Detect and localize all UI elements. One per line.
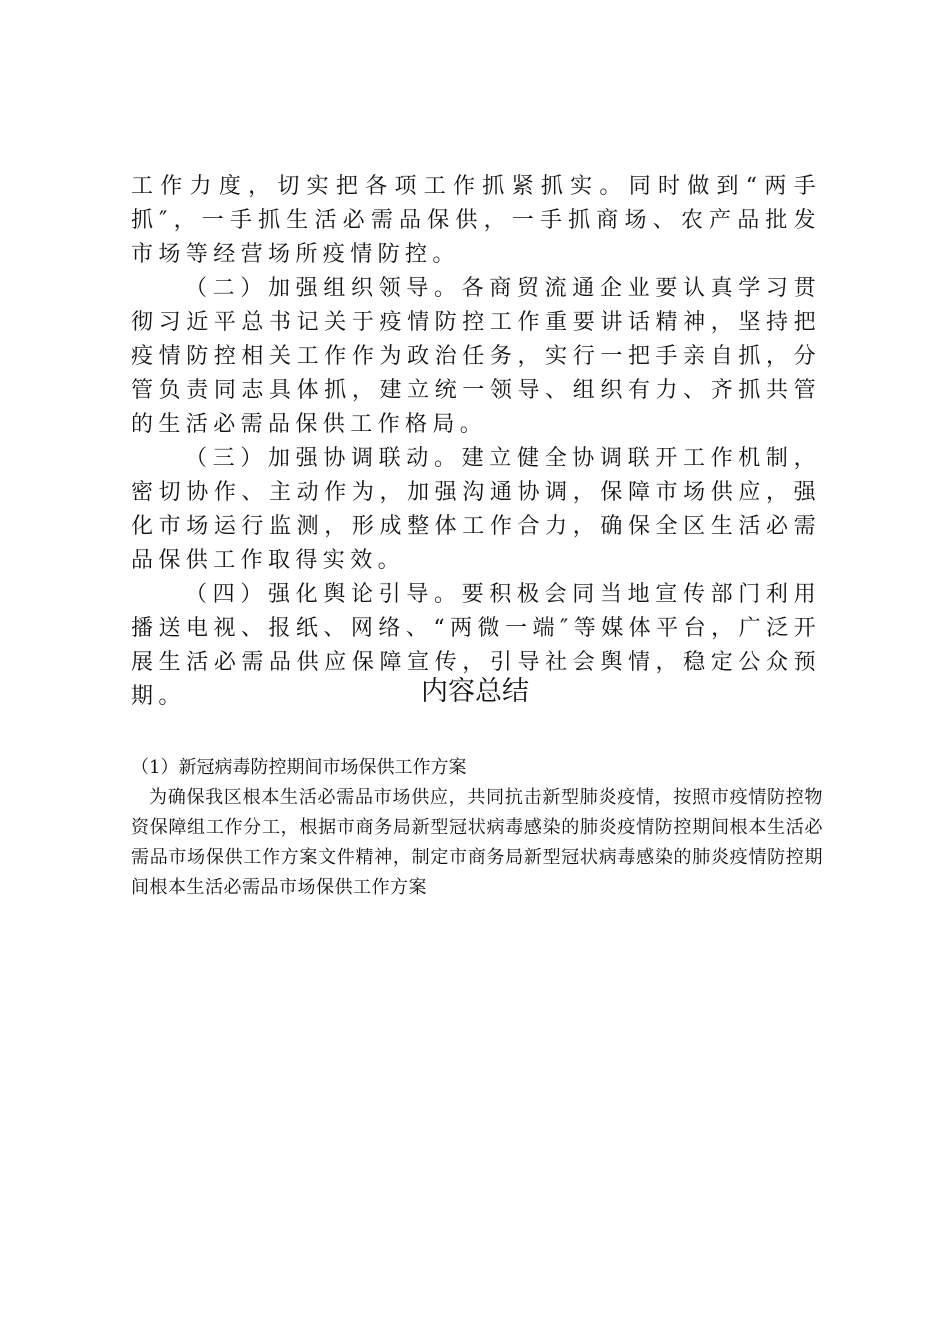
paragraph-continuation: 工作力度，切实把各项工作抓紧抓实。同时做到“两手抓″，一手抓生活必需品保供，一手抓商场、农产品批发市场等经营场所疫情防控。	[131, 174, 821, 267]
paragraph-coordination: （三）加强协调联动。建立健全协调联开工作机制，密切协作、主动作为，加强沟通协调，保障市场供应，强化市场运行监测，形成整体工作合力，确保全区生活必需品保供工作取得实效。	[131, 446, 821, 573]
summary-title: 内容总结	[421, 676, 529, 707]
summary-heading: （1）新冠病毒防控期间市场保供工作方案	[131, 757, 467, 778]
document-body	[131, 170, 821, 714]
summary-text: 为确保我区根本生活必需品市场供应，共同抗击新型肺炎疫情，按照市疫情防控物资保障组工作分工，根据市商务局新型冠状病毒感染的肺炎疫情防控期间根本生活必需品市场保供工作方案文件精神，制定市商务局新型冠状病毒感染的肺炎疫情防控期间根本生活必需品市场保供工作方案	[131, 787, 823, 898]
paragraph-public-opinion: （四）强化舆论引导。要积极会同当地宣传部门利用播送电视、报纸、网络、“两微一端″等媒体平台，广泛开展生活必需品供应保障宣传，引导社会舆情，稳定公众预期。	[131, 582, 821, 709]
summary-section	[131, 753, 823, 903]
paragraph-organization-leadership: （二）加强组织领导。各商贸流通企业要认真学习贯彻习近平总书记关于疫情防控工作重要讲话精神，坚持把疫情防控相关工作作为政治任务，实行一把手亲自抓，分管负责同志具体抓，建立统一领导、组织有力、齐抓共管的生活必需品保供工作格局。	[131, 276, 821, 437]
